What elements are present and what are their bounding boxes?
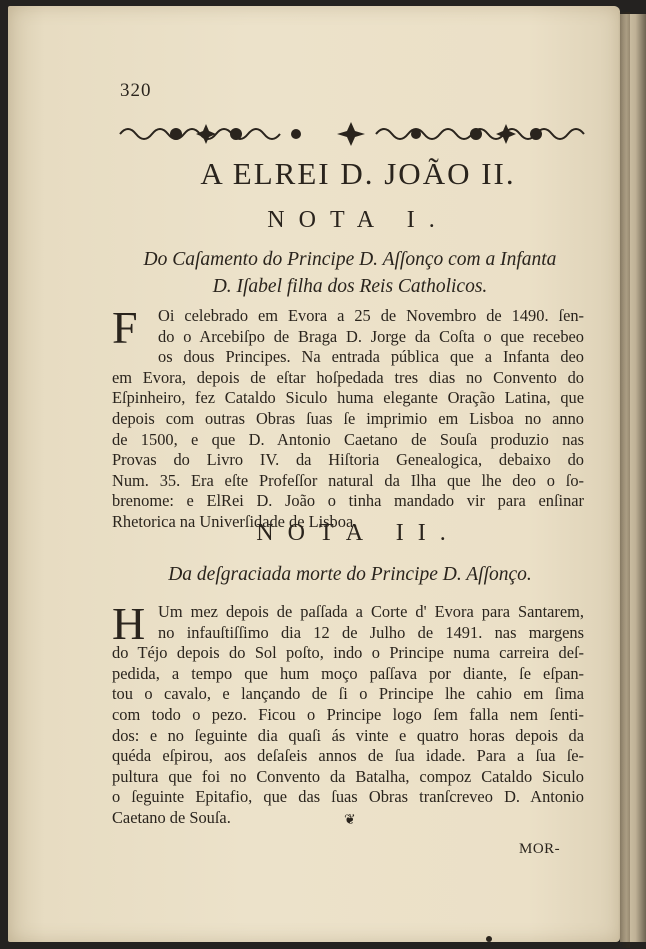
text-line: Caetano de Souſa. (112, 807, 231, 827)
nota-1-subtitle-line: D. Iſabel filha dos Reis Catholicos. (212, 276, 488, 297)
nota-1-subtitle-line: Do Caſamento do Principe D. Aſſonço com a Infanta (143, 249, 557, 270)
text-line: Provas do Livro IV. da Hiſtoria Genealogica, debaixo do (112, 450, 584, 470)
text-line: do Téjo depois do Sol poſto, indo o Principe numa carreira deſ- (112, 643, 584, 663)
dropcap: H (112, 598, 146, 649)
text-line: pedida, a tempo que hum moço paſſava por diante, ſe eſpan- (112, 663, 584, 683)
text-line: Eſpinheiro, fez Cataldo Siculo huma elegante Oração Latina, que (112, 388, 584, 408)
text-line: Um mez depois de paſſada a Corte d' Evora para Santarem, (158, 602, 584, 621)
nota-2-subtitle-line: Da deſgraciada morte do Principe D. Aſſonço. (168, 564, 532, 585)
dropcap: F (112, 302, 138, 353)
nota-1-body (112, 302, 584, 533)
nota-2-body (112, 598, 584, 829)
text-line: quéda eſpirou, aos deſaſeis annos de ſua idade. Para a ſua ſe- (112, 746, 584, 766)
text-line: no infauſtiſſimo dia 12 de Julho de 1491. nas margens (158, 622, 584, 642)
spine-shadow (618, 12, 630, 948)
nota-2-subtitle (112, 561, 588, 588)
ornament-band-icon (116, 118, 586, 150)
text-line: Num. 35. Era eſte Profeſſor natural da Ilha que lhe deo o ſo- (112, 470, 584, 490)
chapter-title: A ELREI D. JOÃO II. (200, 156, 516, 191)
nota-1-heading: NOTA I. (267, 207, 449, 233)
text-line: o ſeguinte Epitafio, que das ſuas Obras tranſcreveo D. Antonio (112, 787, 584, 807)
text-line: com todo o pezo. Ficou o Principe logo ſem falla nem ſenti- (112, 704, 584, 724)
fleuron-icon: ❦ (344, 813, 356, 828)
text-line: Rhetorica na Univerſidade de Lisboa. (112, 511, 358, 531)
text-line: os dous Principes. Na entrada pública que a Infanta deo (158, 347, 584, 367)
nota-2-heading: NOTA II. (256, 520, 460, 546)
catchword: MOR- (519, 841, 561, 857)
text-line: Oi celebrado em Evora a 25 de Novembro de 1490. ſen- (158, 306, 584, 325)
text-line: do o Arcebiſpo de Braga D. Jorge da Coſta o que recebeo (158, 326, 584, 346)
nota-1-subtitle (112, 246, 588, 300)
text-line: de 1500, e que D. Antonio Caetano de Souſa produzio nas (112, 429, 584, 449)
printer-mark-icon (486, 936, 492, 942)
text-line: em Evora, depois de eſtar hoſpedada tres dias no Convento do (112, 367, 584, 387)
text-line: pultura que foi no Convento da Batalha, compoz Cataldo Siculo (112, 766, 584, 786)
text-line: dos: e no ſeguinte dia quaſi ás vinte e quatro horas depois da (112, 725, 584, 745)
page-number: 320 (120, 80, 152, 101)
text-line: brenome: e ElRei D. João o tinha mandado vir para enſinar (112, 491, 584, 511)
text-line: depois com outras Obras ſuas ſe imprimio em Lisboa no anno (112, 408, 584, 428)
page (8, 6, 620, 942)
text-line: tou o cavalo, e lançando de ſi o Principe lhe cahio em ſima (112, 684, 584, 704)
